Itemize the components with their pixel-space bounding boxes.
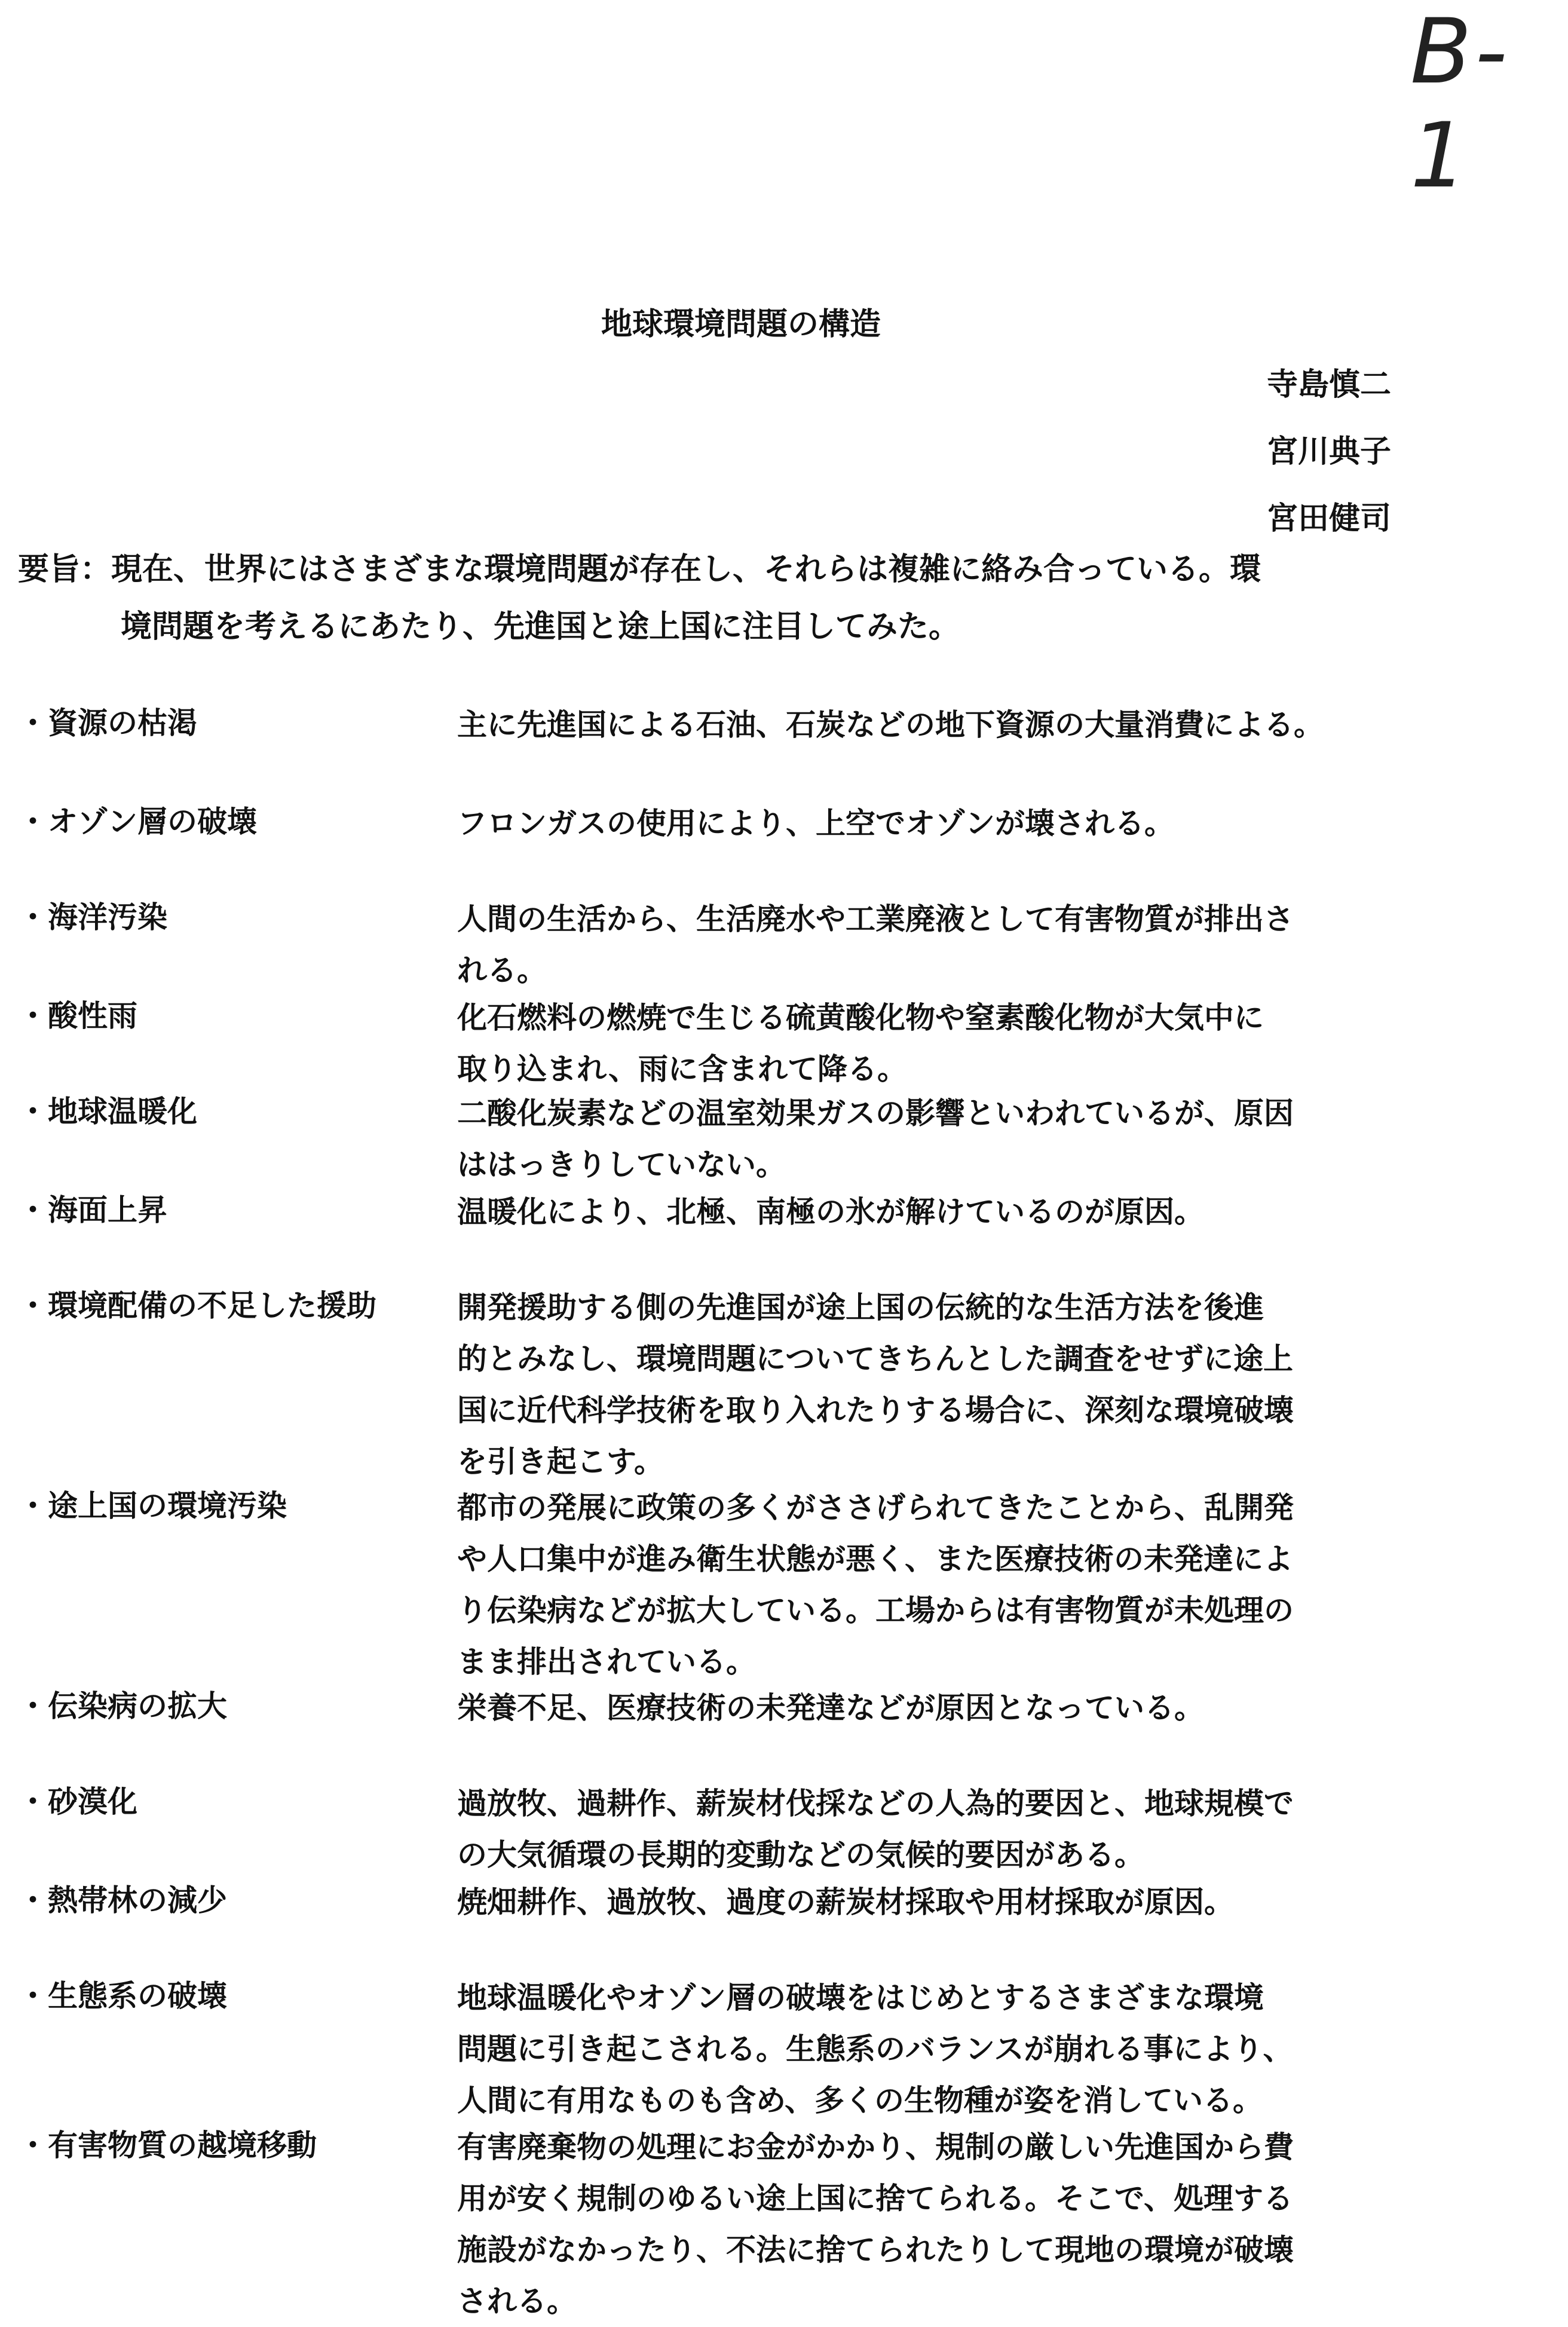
topic-description-line: を引き起こす。 [457, 1444, 664, 1479]
topic-description-line: される。 [457, 2283, 577, 2319]
abstract-label: 要旨： [18, 551, 112, 587]
topic-description-line: や人口集中が進み衛生状態が悪く、また医療技術の未発達によ [457, 1541, 1293, 1576]
topic-term: ・地球温暖化 [18, 1094, 197, 1129]
topic-term: ・砂漠化 [18, 1784, 137, 1819]
topic-description [457, 992, 1467, 1095]
topic-description [457, 2121, 1467, 2327]
topic-description-line: 開発援助する側の先進国が途上国の伝統的な生活方法を後進 [457, 1290, 1264, 1325]
topic-term: ・環境配備の不足した援助 [18, 1288, 376, 1323]
topic-description-line: 用が安く規制のゆるい途上国に捨てられる。そこで、処理する [457, 2181, 1293, 2216]
topic-description-line: 施設がなかったり、不法に捨てられたりして現地の環境が破壊 [457, 2232, 1294, 2267]
topic-term: ・途上国の環境汚染 [18, 1488, 287, 1523]
topic-description-line: 都市の発展に政策の多くがささげられてきたことから、乱開発 [457, 1490, 1294, 1525]
abstract-line [18, 541, 1464, 598]
topic-term: ・海面上昇 [18, 1192, 167, 1227]
handwritten-page-note: B-1 [1410, 0, 1512, 208]
topic-description-line: 人間に有用なものも含め、多くの生物種が姿を消している。 [457, 2083, 1263, 2118]
topic-description-line: 栄養不足、医療技術の未発達などが原因となっている。 [457, 1690, 1204, 1725]
author-name: 宮川典子 [1267, 433, 1392, 470]
topic-description-line: の大気循環の長期的変動などの気候的要因がある。 [457, 1837, 1144, 1872]
topic-description-line: 過放牧、過耕作、薪炭材伐採などの人為的要因と、地球規模で [457, 1786, 1294, 1821]
topic-description-line: 有害廃棄物の処理にお金がかかり、規制の厳しい先進国から費 [457, 2129, 1294, 2164]
topic-description-line: ははっきりしていない。 [457, 1147, 786, 1182]
topic-description-line: 化石燃料の燃焼で生じる硫黄酸化物や窒素酸化物が大気中に [457, 1000, 1264, 1035]
topic-term: ・生態系の破壊 [18, 1978, 227, 2013]
topic-description-line: 温暖化により、北極、南極の氷が解けているのが原因。 [457, 1194, 1204, 1229]
topic-description [457, 1682, 1467, 1734]
topic-term: ・熱帯林の減少 [18, 1882, 227, 1918]
topic-description-line: 問題に引き起こされる。生態系のバランスが崩れる事により、 [457, 2031, 1293, 2066]
author-name: 宮田健司 [1267, 500, 1392, 537]
topic-term: ・酸性雨 [18, 998, 137, 1033]
topic-term: ・オゾン層の破壊 [18, 804, 257, 839]
topic-term: ・海洋汚染 [18, 899, 167, 935]
topic-description-line: フロンガスの使用により、上空でオゾンが壊される。 [457, 806, 1174, 841]
author-list [1267, 351, 1391, 552]
author-name: 寺島慎二 [1267, 366, 1392, 403]
topic-description [457, 1088, 1467, 1190]
topic-term: ・有害物質の越境移動 [18, 2127, 317, 2163]
topic-description-line: れる。 [457, 953, 547, 988]
topic-description-line: 二酸化炭素などの温室効果ガスの影響といわれているが、原因 [457, 1095, 1294, 1131]
topic-description [457, 1186, 1467, 1238]
topic-description-line: 国に近代科学技術を取り入れたりする場合に、深刻な環境破壊 [457, 1392, 1294, 1428]
topic-description-line: まま排出されている。 [457, 1644, 756, 1679]
topic-description-line: 人間の生活から、生活廃水や工業廃液として有害物質が排出さ [457, 901, 1294, 936]
topic-term: ・資源の枯渇 [18, 705, 197, 740]
topic-description [457, 798, 1467, 849]
topic-description [457, 1778, 1467, 1881]
topic-description-line: 地球温暖化やオゾン層の破壊をはじめとするさまざまな環境 [457, 1980, 1264, 2015]
topic-description-line: り伝染病などが拡大している。工場からは有害物質が未処理の [457, 1593, 1294, 1628]
topic-description [457, 1482, 1467, 1688]
topic-description [457, 1282, 1467, 1487]
topic-description [457, 699, 1467, 751]
topic-description [457, 1876, 1467, 1928]
topic-description [457, 893, 1467, 996]
abstract-text: 現在、世界にはさまざまな環境問題が存在し、それらは複雑に絡み合っている。環 [111, 551, 1261, 587]
abstract-line: 境問題を考えるにあたり、先進国と途上国に注目してみた。 [121, 608, 960, 645]
topic-description-line: 取り込まれ、雨に含まれて降る。 [457, 1051, 907, 1086]
abstract [18, 541, 1464, 656]
topic-description [457, 1972, 1467, 2126]
document-title: 地球環境問題の構造 [601, 306, 881, 342]
topic-description-line: 焼畑耕作、過放牧、過度の薪炭材採取や用材採取が原因。 [457, 1884, 1234, 1919]
topic-description-line: 的とみなし、環境問題についてきちんとした調査をせずに途上 [457, 1341, 1293, 1376]
topic-term: ・伝染病の拡大 [18, 1688, 227, 1723]
topic-description-line: 主に先進国による石油、石炭などの地下資源の大量消費による。 [457, 707, 1324, 742]
